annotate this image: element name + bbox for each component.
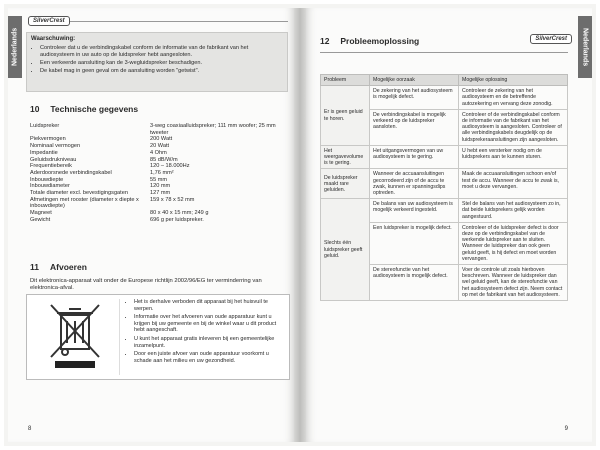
section-title: Technische gegevens bbox=[50, 104, 139, 114]
warning-item: • De kabel mag in geen geval om de aansluiting worden "getwist". bbox=[40, 68, 283, 75]
spec-label: Inbouwdiepte bbox=[30, 176, 64, 183]
spec-value: 20 Watt bbox=[150, 143, 170, 150]
spec-value: 120 – 18.000Hz bbox=[150, 163, 190, 170]
section-heading-troubleshooting bbox=[320, 36, 419, 46]
problem-cell: De luidspreker maakt rare geluiden. bbox=[321, 169, 370, 199]
section-heading-technical bbox=[30, 104, 138, 114]
warning-box bbox=[26, 32, 288, 92]
crossed-out-wheelie-bin-icon bbox=[31, 299, 120, 375]
brand-logo-right: SilverCrest bbox=[530, 34, 572, 44]
disposal-item: • Het is derhalve verboden dit apparaat bij het huisvuil te werpen. bbox=[134, 299, 283, 312]
page-number-left: 8 bbox=[28, 426, 32, 432]
cause-cell: De verbindingskabel is mogelijk verkeerd op de luidspreker aansloten. bbox=[370, 109, 459, 145]
section-number: 11 bbox=[30, 262, 39, 272]
spec-label: Impedantie bbox=[30, 149, 58, 156]
header-rule-left bbox=[70, 21, 288, 22]
spec-row bbox=[30, 157, 288, 164]
table-row bbox=[321, 199, 568, 223]
solution-cell: Voer de controle uit zoals hierboven beschreven. Wanneer de luidspreker dan wel geluid geeft, kan de stereofunctie van het audiosysteem defect zijn. Neem contact op met de fabrikant van het audiosysteem. bbox=[459, 265, 568, 301]
book-gutter bbox=[294, 8, 306, 442]
cause-cell: Een luidspreker is mogelijk defect. bbox=[370, 222, 459, 264]
spec-row bbox=[30, 143, 288, 150]
warning-title: Waarschuwing: bbox=[31, 36, 76, 42]
spec-row bbox=[30, 197, 288, 210]
cause-cell: De zekering van het audiosysteem is mogelijk defect. bbox=[370, 86, 459, 110]
problem-cell: Het weergavevolume is te gering. bbox=[321, 145, 370, 169]
solution-cell: Maak de accuaansluitingen schoon en/of test de accu. Wanneer de accu te zwak is, moet u deze vervangen. bbox=[459, 169, 568, 199]
warning-item: • Controleer dat u de verbindingskabel conform de informatie van de fabrikant van het audiosysteem in uw auto op de luidspreker hebt aangesloten. bbox=[40, 45, 283, 59]
section-title: Afvoeren bbox=[50, 262, 87, 272]
spec-row bbox=[30, 183, 288, 190]
troubleshooting-table bbox=[320, 74, 568, 301]
spec-label: Luidspreker bbox=[30, 123, 60, 129]
spec-label: Totale diameter excl. bevestigingsgaten bbox=[30, 190, 128, 197]
spec-value: 55 mm bbox=[150, 176, 168, 183]
spec-value: 1,76 mm² bbox=[150, 169, 174, 176]
disposal-list bbox=[125, 299, 283, 366]
language-tab-left: Nederlands bbox=[8, 16, 22, 78]
spec-row bbox=[30, 217, 288, 224]
spec-label: Nominaal vermogen bbox=[30, 143, 81, 150]
spec-value: 696 g per luidspreker. bbox=[150, 216, 204, 223]
spec-row bbox=[30, 136, 288, 143]
spec-row bbox=[30, 190, 288, 197]
cause-cell: Wanneer de accuaansluitingen gecorrodeerd zijn of de accu te zwak, kunnen er spanningsdips optreden. bbox=[370, 169, 459, 199]
spec-value: 80 x 40 x 15 mm; 249 g bbox=[150, 210, 209, 217]
cause-cell: De stereofunctie van het audiosysteem is mogelijk defect. bbox=[370, 265, 459, 301]
spec-row bbox=[30, 177, 288, 184]
spec-label: Piekvermogen bbox=[30, 136, 66, 143]
brand-logo-left: SilverCrest bbox=[28, 16, 70, 26]
solution-cell: Stel de balans van het audiosysteem zo in, dat beide luidsprekers gelijk worden aangestuurd. bbox=[459, 199, 568, 223]
cause-cell: Het uitgangsvermogen van uw audiosysteem is te gering. bbox=[370, 145, 459, 169]
disposal-item: • Door een juiste afvoer van oude apparatuur voorkomt u schade aan het milieu en uw gezondheid. bbox=[134, 351, 283, 364]
solution-cell: Controleer of de luidspreker defect is door deze op de verbindingskabel van de werkende luidspreker aan te sluiten. Wanneer de luidspreker dan ook geen geluid geeft, is hij defect en moet worden vervangen. bbox=[459, 222, 568, 264]
spec-row bbox=[30, 123, 288, 136]
spec-label: Afmetingen met rooster (diameter x diepte x inbouwdiepte) bbox=[30, 196, 139, 210]
spec-value: 3-weg coaxiaalluidspreker; 111 mm woofer; 25 mm tweeter bbox=[150, 123, 276, 136]
column-header: Mogelijke oplossing bbox=[459, 75, 568, 86]
warning-list bbox=[31, 45, 283, 75]
section-number: 10 bbox=[30, 104, 40, 114]
page-number-right: 9 bbox=[564, 426, 568, 432]
spec-label: Aderdoorsnede verbindingskabel bbox=[30, 169, 112, 176]
spec-label: Magneet bbox=[30, 210, 52, 217]
table-row bbox=[321, 145, 568, 169]
spec-value: 4 Ohm bbox=[150, 149, 167, 156]
problem-cell: Er is geen geluid te horen. bbox=[321, 86, 370, 146]
section-heading-disposal bbox=[30, 262, 87, 272]
language-tab-right: Nederlands bbox=[578, 16, 592, 78]
spec-value: 127 mm bbox=[150, 190, 171, 197]
spec-value: 200 Watt bbox=[150, 136, 173, 143]
spec-row bbox=[30, 150, 288, 157]
section-number: 12 bbox=[320, 36, 330, 46]
spec-label: Geluidsdrukniveau bbox=[30, 156, 77, 163]
disposal-item: • Informatie over het afvoeren van oude apparatuur kunt u krijgen bij uw gemeente en bij de winkel waar u dit product hebt aangeschaft. bbox=[134, 314, 283, 334]
spec-label: Gewicht bbox=[30, 216, 51, 223]
section-title: Probleemoplossing bbox=[340, 36, 420, 46]
solution-cell: Controleer of de verbindingskabel conform de informatie van de fabrikant van het audiosysteem is aangesloten. Controleer of alle verbindingskabels deugdelijk op de luidsprekeraansluitingen zijn aangesloten. bbox=[459, 109, 568, 145]
disposal-box bbox=[26, 294, 290, 380]
problem-cell: Slechts één luidspreker geeft geluid. bbox=[321, 199, 370, 301]
right-page bbox=[306, 8, 592, 442]
spec-value: 159 x 78 x 52 mm bbox=[150, 196, 195, 203]
spec-label: Inbouwdiameter bbox=[30, 183, 70, 190]
table-header-row bbox=[321, 75, 568, 86]
table-row bbox=[321, 169, 568, 199]
spec-row bbox=[30, 170, 288, 177]
header-rule-right bbox=[320, 52, 568, 53]
column-header: Mogelijke oorzaak bbox=[370, 75, 459, 86]
spec-value: 120 mm bbox=[150, 183, 171, 190]
disposal-item: • U kunt het apparaat gratis inleveren bij een gemeentelijke inzamelpunt. bbox=[134, 336, 283, 349]
solution-cell: Controleer de zekering van het audiosysteem en de betreffende autozekering en vervang deze zonodig. bbox=[459, 86, 568, 110]
spec-label: Frequentiebereik bbox=[30, 163, 72, 170]
warning-item: • Een verkeerde aansluiting kan de 3-wegluidspreker beschadigen. bbox=[40, 60, 283, 67]
spec-value: 85 dB/W/m bbox=[150, 156, 178, 163]
open-manual bbox=[4, 4, 596, 446]
solution-cell: U hebt een versterker nodig om de luidsprekers aan te kunnen sturen. bbox=[459, 145, 568, 169]
cause-cell: De balans van uw audiosysteem is mogelijk verkeerd ingesteld. bbox=[370, 199, 459, 223]
table-row bbox=[321, 86, 568, 110]
spec-table bbox=[30, 123, 288, 224]
column-header: Probleem bbox=[321, 75, 370, 86]
left-page bbox=[8, 8, 294, 442]
spec-row bbox=[30, 210, 288, 217]
spec-row bbox=[30, 163, 288, 170]
disposal-intro: Dit elektronica-apparaat valt onder de Europese richtlijn 2002/96/EG ter verminderring van elektronica-afval. bbox=[30, 278, 262, 291]
